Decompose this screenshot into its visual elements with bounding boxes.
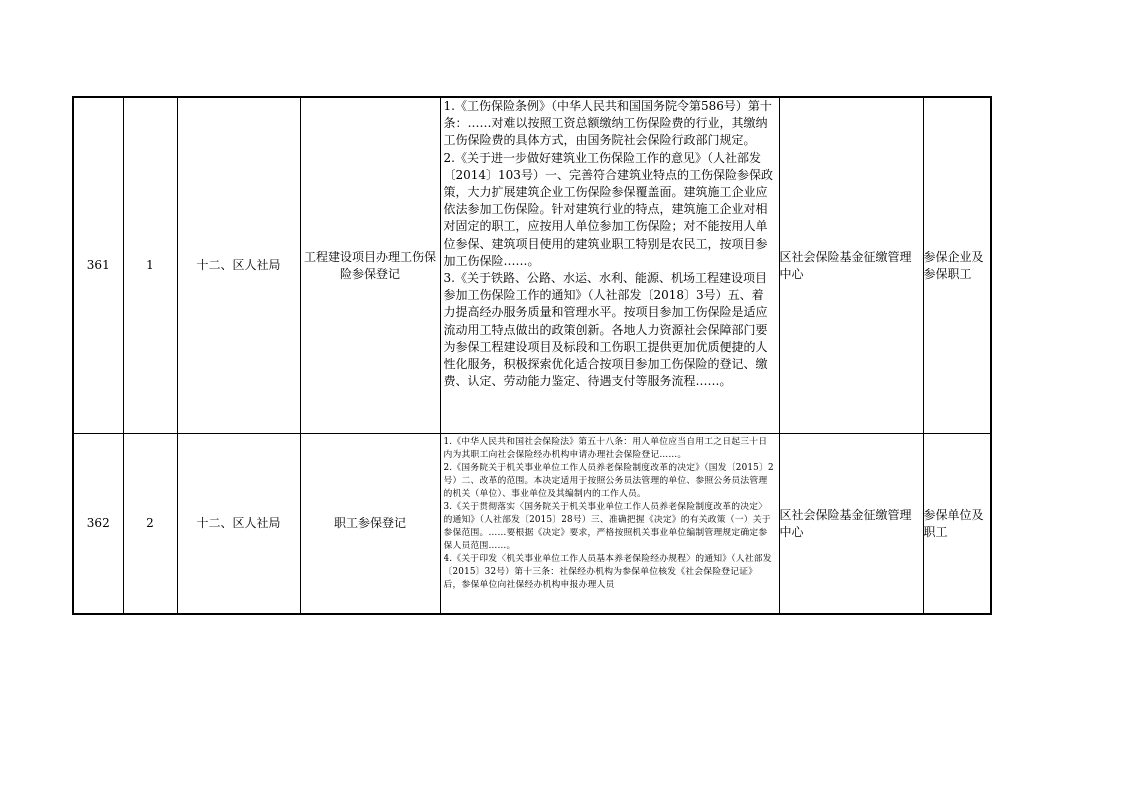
item-name-cell: 工程建设项目办理工伤保险参保登记 <box>300 97 440 434</box>
basis-paragraph-3: 3.《关于贯彻落实〈国务院关于机关事业单位工作人员养老保险制度改革的决定〉的通知》（人社部发〔2015〕28号）三、准确把握《决定》的有关政策（一）关于参保范围。……要根据《决定》要求，严格按照机关事业单位编制管理规定确定参保人员范围……。 <box>443 502 771 551</box>
basis-paragraph-1: 1.《工伤保险条例》（中华人民共和国国务院令第586号）第十条：……对难以按照工资总额缴纳工伤保险费的行业，其缴纳工伤保险费的具体方式，由国务院社会保险行政部门规定。 <box>443 99 772 148</box>
table-row-362 <box>73 434 991 615</box>
seq-cell: 361 <box>73 97 123 434</box>
target-cell: 参保企业及参保职工 <box>923 97 991 434</box>
item-name-cell: 职工参保登记 <box>300 434 440 615</box>
implementer-cell: 区社会保险基金征缴管理中心 <box>779 97 923 434</box>
service-items-table <box>72 96 992 615</box>
basis-paragraph-4: 4.《关于印发〈机关事业单位工作人员基本养老保险经办规程〉的通知》（人社部发〔2015〕32号）第十三条：社保经办机构为参保单位核发《社会保险登记证》后，参保单位向社保经办机构申报办理人员 <box>443 554 772 590</box>
legal-basis-cell <box>440 97 779 434</box>
basis-paragraph-1: 1.《中华人民共和国社会保险法》第五十八条：用人单位应当自用工之日起三十日内为其职工向社会保险经办机构申请办理社会保险登记……。 <box>443 437 768 460</box>
basis-paragraph-3: 3.《关于铁路、公路、水运、水利、能源、机场工程建设项目参加工伤保险工作的通知》（人社部发〔2018〕3号）五、着力提高经办服务质量和管理水平。按项目参加工伤保险是适应流动用工特点做出的政策创新。各地人力资源社会保障部门要为参保工程建设项目及标段和工伤职工提供更加优质便捷的人性化服务，积极探索优化适合按项目参加工伤保险的登记、缴费、认定、劳动能力鉴定、待遇支付等服务流程……。 <box>443 271 768 389</box>
table-row-361 <box>73 97 991 434</box>
legal-basis-cell <box>440 434 779 615</box>
basis-paragraph-2: 2.《关于进一步做好建筑业工伤保险工作的意见》（人社部发〔2014〕103号）一、完善符合建筑业特点的工伤保险参保政策，大力扩展建筑企业工伤保险参保覆盖面。建筑施工企业应依法参加工伤保险。针对建筑行业的特点，建筑施工企业对相对固定的职工，应按用人单位参加工伤保险；对不能按用人单位参保、建筑项目使用的建筑业职工特别是农民工，按项目参加工伤保险……。 <box>443 150 773 268</box>
department-cell: 十二、区人社局 <box>177 97 300 434</box>
basis-paragraph-2: 2.《国务院关于机关事业单位工作人员养老保险制度改革的决定》（国发〔2015〕2号）二、改革的范围。本决定适用于按照公务员法管理的单位、参照公务员法管理的机关（单位）、事业单位及其编制内的工作人员。 <box>443 463 774 499</box>
seq-cell: 362 <box>73 434 123 615</box>
department-cell: 十二、区人社局 <box>177 434 300 615</box>
sub-seq-cell: 2 <box>123 434 177 615</box>
sub-seq-cell: 1 <box>123 97 177 434</box>
target-cell: 参保单位及职工 <box>923 434 991 615</box>
implementer-cell: 区社会保险基金征缴管理中心 <box>779 434 923 615</box>
